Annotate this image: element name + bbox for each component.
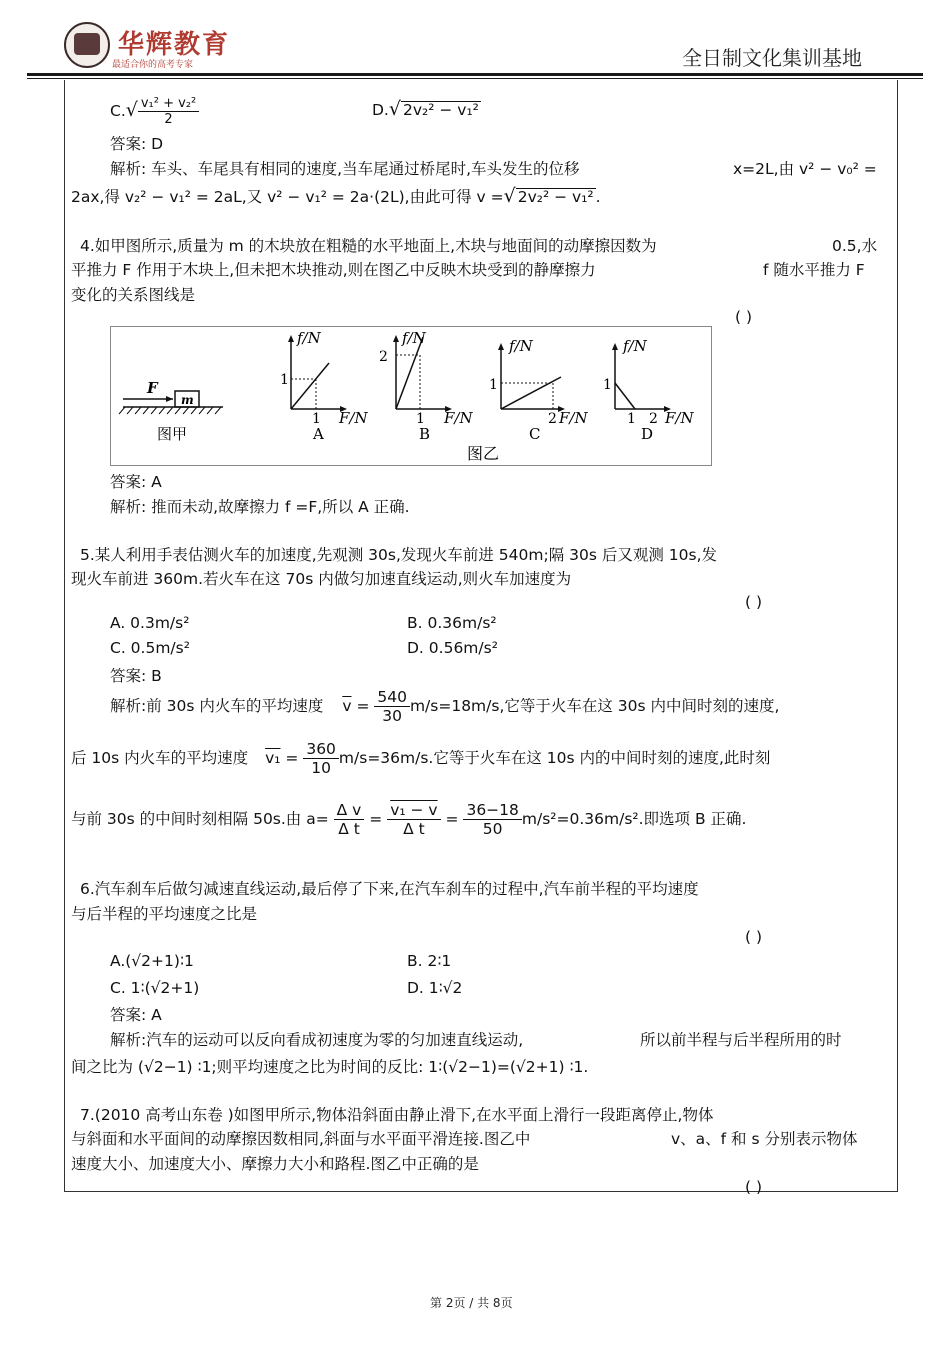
q5-option-c: C. 0.5m/s²: [110, 639, 190, 657]
q6-analysis-2: 间之比为 (√2−1) ∶1;则平均速度之比为时间的反比: 1∶(√2−1)=(√2+1) ∶1.: [71, 1058, 589, 1076]
q7-answer-bracket: ( ): [745, 1178, 763, 1196]
graph-b-ytick: 2: [379, 349, 388, 365]
q3-answer: 答案: D: [110, 135, 164, 153]
graph-a-label: A: [313, 425, 324, 443]
q6-option-b: B. 2∶1: [407, 952, 452, 970]
q4-stem-3: 变化的关系图线是: [71, 286, 196, 304]
q4-stem-2a: 平推力 F 作用于木块上,但未把木块推动,则在图乙中反映木块受到的静摩擦力: [71, 261, 596, 279]
q6-stem-2: 与后半程的平均速度之比是: [71, 905, 258, 923]
graph-b-xlabel: F/N: [444, 409, 473, 427]
q4-analysis: 解析: 推而未动,故摩擦力 f =F,所以 A 正确.: [110, 498, 410, 516]
q4-answer: 答案: A: [110, 473, 162, 491]
graph-d-ylabel: f/N: [623, 337, 647, 355]
graph-c-ylabel: f/N: [509, 337, 533, 355]
graph-b-ylabel: f/N: [402, 329, 426, 347]
q5-option-b: B. 0.36m/s²: [407, 614, 497, 632]
q6-analysis-1b: 所以前半程与后半程所用的时: [640, 1031, 842, 1049]
graph-a-ytick: 1: [280, 372, 289, 388]
q4-figure: [110, 326, 712, 466]
q4-figure-svg: [111, 327, 711, 465]
header-rule-thin: [27, 78, 923, 79]
graph-d-xtick-1: 1: [627, 411, 636, 427]
graph-b-label: B: [419, 425, 431, 443]
q6-option-a: A.(√2+1)∶1: [110, 952, 194, 970]
fig-yi-label: 图乙: [467, 444, 500, 463]
q5-stem-1: 5.某人利用手表估测火车的加速度,先观测 30s,发现火车前进 540m;隔 30s 后又观测 10s,发: [80, 546, 718, 564]
graph-d-label: D: [641, 425, 654, 443]
q5-answer-bracket: ( ): [745, 593, 763, 611]
graph-a-ylabel: f/N: [297, 329, 321, 347]
graph-c-xlabel: F/N: [559, 409, 588, 427]
q5-analysis-2: 后 10s 内火车的平均速度 v₁ = $\frac{360}{10}$ m/s=36m/s.它等于火车在这 10s 内的中间时刻的速度,此时刻: [71, 740, 771, 777]
q4-stem-1a: 4.如甲图所示,质量为 m 的木块放在粗糙的水平地面上,木块与地面间的动摩擦因数为: [80, 237, 657, 255]
q5-analysis-3: 与前 30s 的中间时刻相隔 50s.由 a= $\frac{\text{Δ v}}{\text{Δ t}}$ = $\frac{\text{v₁ − v}}{\text{Δ t}}$ = $\frac{36-18}{50}$ m/s²=0.36m/s².即选项 B 正确.: [71, 801, 747, 838]
header-slogan: 全日制文化集训基地: [682, 46, 862, 70]
q4-stem-2b: f 随水平推力 F: [763, 261, 865, 279]
graph-b-xtick: 1: [416, 411, 425, 427]
graph-c-label: C: [529, 425, 541, 443]
q4-stem-1b: 0.5,水: [832, 237, 878, 255]
q6-answer: 答案: A: [110, 1006, 162, 1024]
q3-option-c: C.√ $\frac{\text{v₁² + v₂²}}{2}$: [110, 96, 199, 127]
graph-a-xtick: 1: [312, 411, 321, 427]
graph-c-xtick: 2: [548, 411, 557, 427]
q4-answer-bracket: ( ): [735, 308, 753, 326]
q6-stem-1: 6.汽车刹车后做匀减速直线运动,最后停了下来,在汽车刹车的过程中,汽车前半程的平均速度: [80, 880, 699, 898]
graph-d-xlabel: F/N: [665, 409, 694, 427]
q7-stem-1: 7.(2010 高考山东卷 )如图甲所示,物体沿斜面由静止滑下,在水平面上滑行一段距离停止,物体: [80, 1106, 714, 1124]
q7-stem-3: 速度大小、加速度大小、摩擦力大小和路程.图乙中正确的是: [71, 1155, 479, 1173]
q5-answer: 答案: B: [110, 667, 162, 685]
q3-analysis-1a: 解析: 车头、车尾具有相同的速度,当车尾通过桥尾时,车头发生的位移: [110, 160, 580, 178]
q5-stem-2: 现火车前进 360m.若火车在这 70s 内做匀加速直线运动,则火车加速度为: [71, 570, 572, 588]
fig-jia-block: [119, 391, 223, 414]
q6-answer-bracket: ( ): [745, 928, 763, 946]
logo-subtitle: 最适合你的高考专家: [112, 60, 194, 70]
q5-option-d: D. 0.56m/s²: [407, 639, 498, 657]
graph-c-ytick: 1: [489, 377, 498, 393]
fig-mass-label: m: [181, 393, 194, 407]
q7-stem-2a: 与斜面和水平面间的动摩擦因数相同,斜面与水平面平滑连接.图乙中: [71, 1130, 531, 1148]
q6-analysis-1a: 解析:汽车的运动可以反向看成初速度为零的匀加速直线运动,: [110, 1031, 524, 1049]
q6-option-d: D. 1∶√2: [407, 979, 463, 997]
page-number: 第 2页 / 共 8页: [430, 1296, 513, 1310]
graph-d-ytick: 1: [603, 377, 612, 393]
graph-a-xlabel: F/N: [339, 409, 368, 427]
q3-analysis-1b: x=2L,由 v² − v₀² =: [733, 160, 877, 178]
fig-force-label: F: [147, 379, 158, 397]
header-rule: [27, 73, 923, 76]
q5-analysis-1: 解析:前 30s 内火车的平均速度 $\overline{v}$ = $\frac{540}{30}$ m/s=18m/s,它等于火车在这 30s 内中间时刻的速度,: [110, 688, 780, 725]
fig-jia-label: 图甲: [157, 425, 188, 443]
logo-text: 华辉教育: [118, 30, 231, 60]
logo-emblem: [64, 22, 110, 68]
q3-analysis-2: 2ax,得 v₂² − v₁² = 2aL,又 v² − v₁² = 2a·(2L),由此可得 v =√ 2v₂² − v₁² .: [71, 185, 601, 207]
q7-stem-2b: v、a、f 和 s 分别表示物体: [671, 1130, 858, 1148]
q6-option-c: C. 1∶(√2+1): [110, 979, 200, 997]
graph-d-xtick-2: 2: [649, 411, 658, 427]
q5-option-a: A. 0.3m/s²: [110, 614, 190, 632]
q3-option-d: D.√ 2v₂² − v₁²: [372, 98, 479, 120]
